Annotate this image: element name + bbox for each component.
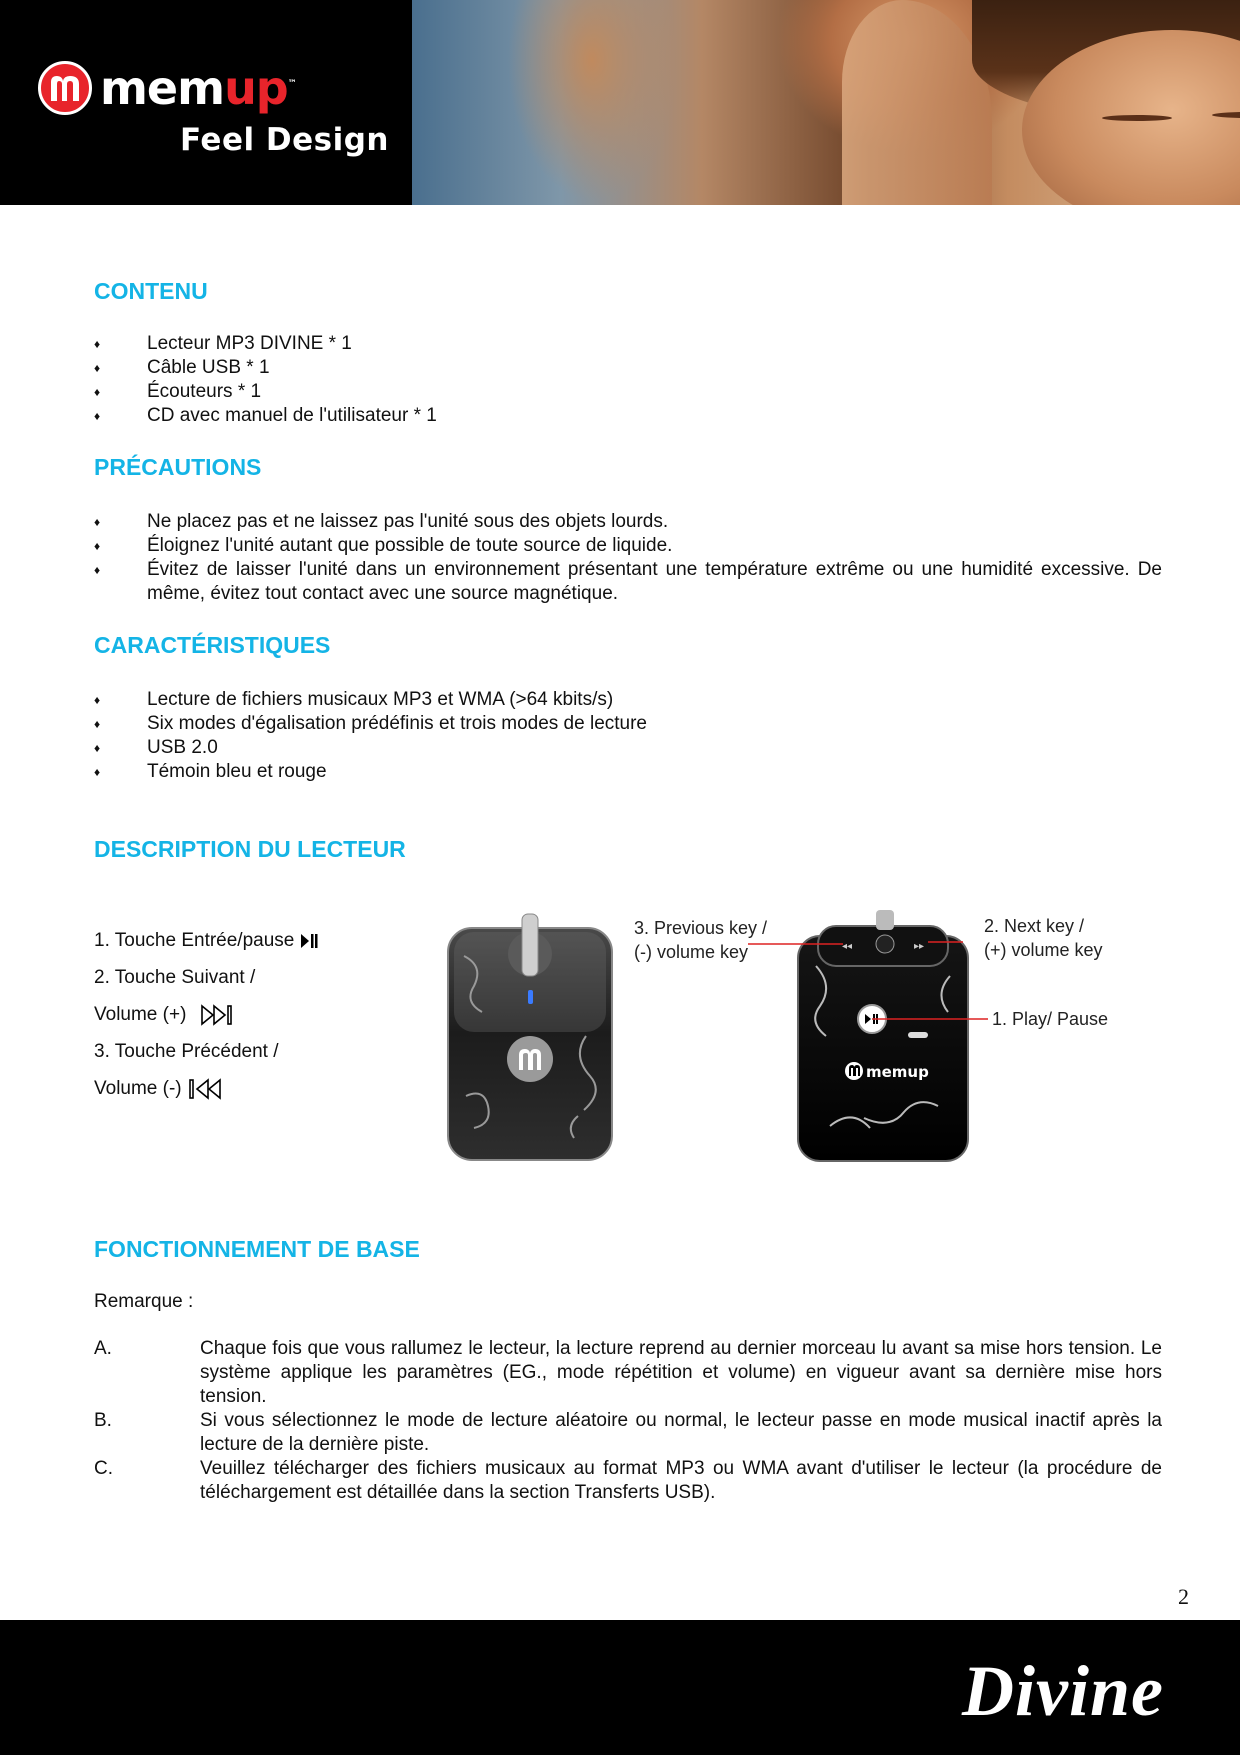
previous-track-icon bbox=[187, 1078, 223, 1100]
section-title-caracteristiques: CARACTÉRISTIQUES bbox=[94, 632, 331, 658]
desc-line-vol-minus: Volume (-) bbox=[94, 1078, 223, 1100]
bullet-diamond-icon: ♦ bbox=[94, 693, 101, 707]
svg-text:▸▸: ▸▸ bbox=[914, 941, 925, 952]
annotation-previous-key: 3. Previous key / (-) volume key bbox=[634, 918, 768, 962]
list-item: ♦ Câble USB * 1 bbox=[94, 357, 270, 378]
footer-banner bbox=[0, 1620, 1240, 1755]
list-item: ♦ Évitez de laisser l'unité dans un environnement présentant une température extrême ou une humidité excessive. De même, évitez tout contact avec une source magnétique. bbox=[94, 559, 1162, 604]
list-item: ♦ Ne placez pas et ne laissez pas l'unité sous des objets lourds. bbox=[94, 511, 669, 532]
list-item: ♦ Éloignez l'unité autant que possible de toute source de liquide. bbox=[94, 535, 673, 556]
page-number: 2 bbox=[1178, 1584, 1189, 1609]
list-item: ♦ Lecteur MP3 DIVINE * 1 bbox=[94, 333, 352, 354]
section-title-fonctionnement: FONCTIONNEMENT DE BASE bbox=[94, 1236, 420, 1262]
bullet-diamond-icon: ♦ bbox=[94, 717, 101, 731]
play-pause-icon bbox=[300, 933, 318, 949]
annotation-next-key: 2. Next key / (+) volume key bbox=[984, 916, 1103, 960]
desc-line-next: 2. Touche Suivant / bbox=[94, 967, 256, 988]
divine-logo: Divine bbox=[962, 1651, 1164, 1731]
bullet-diamond-icon: ♦ bbox=[94, 385, 101, 399]
memup-wordmark: memup™ bbox=[100, 61, 296, 115]
list-item: ♦ CD avec manuel de l'utilisateur * 1 bbox=[94, 405, 437, 426]
desc-line-prev: 3. Touche Précédent / bbox=[94, 1041, 279, 1062]
photo-eye-left bbox=[1102, 115, 1172, 121]
bullet-diamond-icon: ♦ bbox=[94, 563, 101, 577]
note-item: C. Veuillez télécharger des fichiers musicaux au format MP3 ou WMA avant d'utiliser le lecteur (la procédure de téléchargement est détaillée dans la section Transferts USB). bbox=[94, 1458, 1162, 1503]
list-item: ♦ Lecture de fichiers musicaux MP3 et WMA (>64 kbits/s) bbox=[94, 689, 614, 710]
note-item: A. Chaque fois que vous rallumez le lecteur, la lecture reprend au dernier morceau lu avant sa mise hors tension. Le système applique les paramètres (EG., mode répétition et volume) en vigueur avant sa dernière mise hors tension. bbox=[94, 1338, 1162, 1407]
list-precautions bbox=[94, 510, 1162, 606]
tagline: Feel Design bbox=[180, 122, 389, 158]
bullet-diamond-icon: ♦ bbox=[94, 361, 101, 375]
header-banner bbox=[0, 0, 1240, 205]
section-title-contenu: CONTENU bbox=[94, 278, 208, 304]
bullet-diamond-icon: ♦ bbox=[94, 337, 101, 351]
section-title-description: DESCRIPTION DU LECTEUR bbox=[94, 836, 406, 862]
photo-hand-left bbox=[842, 0, 992, 205]
desc-line-play: 1. Touche Entrée/pause bbox=[94, 930, 318, 952]
notes-list bbox=[94, 1337, 1162, 1505]
bullet-diamond-icon: ♦ bbox=[94, 765, 101, 779]
device-brand-label: memup bbox=[866, 1063, 929, 1081]
bullet-diamond-icon: ♦ bbox=[94, 741, 101, 755]
memup-m-icon bbox=[38, 61, 92, 115]
list-contenu bbox=[94, 332, 1162, 428]
list-caracteristiques bbox=[94, 688, 1162, 784]
bullet-diamond-icon: ♦ bbox=[94, 515, 101, 529]
list-item: ♦ USB 2.0 bbox=[94, 737, 218, 758]
header-photo bbox=[412, 0, 1240, 205]
desc-line-vol-plus: Volume (+) bbox=[94, 1004, 236, 1026]
remark-label: Remarque : bbox=[94, 1291, 194, 1312]
list-item: ♦ Écouteurs * 1 bbox=[94, 381, 262, 402]
note-item: B. Si vous sélectionnez le mode de lecture aléatoire ou normal, le lecteur passe en mode musical inactif après la lecture de la dernière piste. bbox=[94, 1410, 1162, 1455]
section-title-precautions: PRÉCAUTIONS bbox=[94, 454, 262, 480]
list-item: ♦ Six modes d'égalisation prédéfinis et trois modes de lecture bbox=[94, 713, 648, 734]
list-item: ♦ Témoin bleu et rouge bbox=[94, 761, 327, 782]
memup-logo bbox=[38, 58, 296, 118]
annotation-play-pause: 1. Play/ Pause bbox=[992, 1009, 1109, 1029]
bullet-diamond-icon: ♦ bbox=[94, 409, 101, 423]
device-illustration bbox=[418, 866, 1148, 1186]
next-track-icon bbox=[200, 1004, 236, 1026]
svg-text:◂◂: ◂◂ bbox=[842, 941, 853, 952]
bullet-diamond-icon: ♦ bbox=[94, 539, 101, 553]
